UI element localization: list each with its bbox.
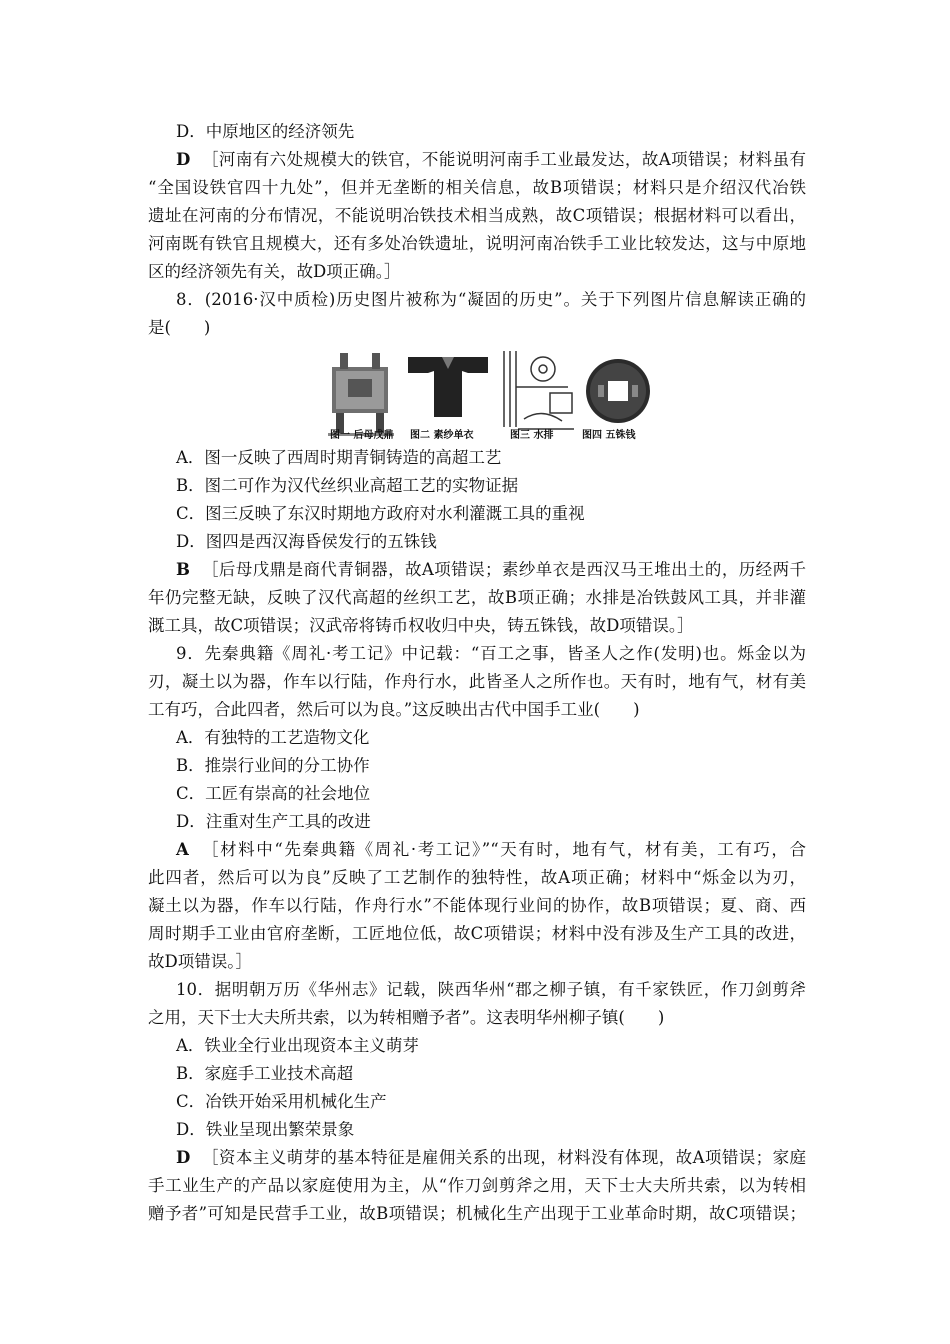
- q7-explanation-line: 区的经济领先有关，故D项正确。］: [148, 262, 401, 281]
- q9-explanation-line: ［材料中“先秦典籍《周礼·考工记》”“天有时，地有气，材有美，工有巧，合: [202, 840, 806, 859]
- q7-explanation-line: 遗址在河南的分布情况，不能说明冶铁技术相当成熟，故C项错误；根据材料可以看出，: [148, 206, 806, 225]
- q10-answer-letter: D: [176, 1148, 191, 1167]
- q10-option-b: B．家庭手工业技术高超: [176, 1064, 354, 1083]
- q8-stem: 是( ): [148, 318, 211, 337]
- q10-stem: 10．据明朝万历《华州志》记载，陕西华州“郡之柳子镇，有千家铁匠，作刀剑剪斧: [176, 980, 806, 999]
- q9-option-d: D．注重对生产工具的改进: [176, 812, 371, 831]
- q10-option-d: D．铁业呈现出繁荣景象: [176, 1120, 355, 1139]
- q9-option-a: A．有独特的工艺造物文化: [176, 728, 370, 747]
- q9-explanation-line: 凝土以为器，作车以行陆，作舟行水”不能体现行业间的协作，故B项错误；夏、商、西: [148, 896, 806, 915]
- q7-explanation-line: 河南既有铁官且规模大，还有多处冶铁遗址，说明河南冶铁手工业比较发达，这与中原地: [148, 234, 806, 253]
- q8-option-b: B．图二可作为汉代丝织业高超工艺的实物证据: [176, 476, 519, 495]
- water-bellows-icon: [504, 351, 574, 429]
- q8-stem: 8．(2016·汉中质检)历史图片被称为“凝固的历史”。关于下列图片信息解读正确的: [176, 290, 806, 309]
- figure-caption: 图一 后母戊鼎: [330, 430, 394, 441]
- q9-option-c: C．工匠有崇高的社会地位: [176, 784, 371, 803]
- q9-stem: 工有巧，合此四者，然后可以为良。”这反映出古代中国手工业( ): [148, 700, 640, 719]
- figure-caption: 图四 五铢钱: [582, 430, 636, 441]
- q7-answer-letter: D: [176, 150, 191, 169]
- q9-explanation-line: 此四者，然后可以为良”反映了工艺制作的独特性，故A项正确；材料中“烁金以为刃，: [148, 868, 806, 887]
- q10-explanation-line: 手工业生产的产品以家庭使用为主，从“作刀剑剪斧之用，天下士大夫所共索，以为转相: [148, 1176, 806, 1195]
- q8-explanation-line: 溉工具，故C项错误；汉武帝将铸币权收归中央，铸五铢钱，故D项错误。］: [148, 616, 694, 635]
- q9-stem: 9．先秦典籍《周礼·考工记》中记载：“百工之事，皆圣人之作(发明)也。烁金以为: [176, 644, 806, 663]
- q9-answer-letter: A: [176, 840, 189, 859]
- q8-explanation-line: ［后母戊鼎是商代青铜器，故A项错误；素纱单衣是西汉马王堆出土的，历经两千: [202, 560, 806, 579]
- q10-option-c: C．冶铁开始采用机械化生产: [176, 1092, 387, 1111]
- q8-answer-letter: B: [176, 560, 190, 579]
- q10-option-a: A．铁业全行业出现资本主义萌芽: [176, 1036, 419, 1055]
- wuzhu-coin-icon: [586, 359, 650, 423]
- q8-option-c: C．图三反映了东汉时期地方政府对水利灌溉工具的重视: [176, 504, 585, 523]
- q8-explanation-line: 年仍完整无缺，反映了汉代高超的丝织工艺，故B项正确；水排是冶铁鼓风工具，并非灌: [148, 588, 806, 607]
- q9-explanation-line: 故D项错误。］: [148, 952, 252, 971]
- q9-stem: 刃，凝土以为器，作车以行陆，作舟行水，此皆圣人之所作也。天有时，地有气，材有美: [148, 672, 806, 691]
- q8-option-a: A．图一反映了西周时期青铜铸造的高超工艺: [176, 448, 502, 467]
- q9-option-b: B．推崇行业间的分工协作: [176, 756, 370, 775]
- ding-vessel-icon: [328, 353, 394, 436]
- figure-caption: 图三 水排: [510, 430, 554, 441]
- q8-option-d: D．图四是西汉海昏侯发行的五铢钱: [176, 532, 437, 551]
- q7-explanation-line: “全国设铁官四十九处”，但并无垄断的相关信息，故B项错误；材料只是介绍汉代冶铁: [148, 178, 806, 197]
- q10-stem: 之用，天下士大夫所共索，以为转相赠予者”。这表明华州柳子镇( ): [148, 1008, 665, 1027]
- q10-explanation-line: 赠予者”可知是民营手工业，故B项错误；机械化生产出现于工业革命时期，故C项错误；: [148, 1204, 806, 1223]
- q7-explanation-line: ［河南有六处规模大的铁官，不能说明河南手工业最发达，故A项错误；材料虽有: [202, 150, 806, 169]
- silk-robe-icon: [408, 357, 488, 417]
- figure-caption: 图二 素纱单衣: [410, 430, 474, 441]
- q7-option-d: D．中原地区的经济领先: [176, 122, 355, 141]
- q10-explanation-line: ［资本主义萌芽的基本特征是雇佣关系的出现，材料没有体现，故A项错误；家庭: [202, 1148, 806, 1167]
- q9-explanation-line: 周时期手工业由官府垄断，工匠地位低，故C项错误；材料中没有涉及生产工具的改进，: [148, 924, 806, 943]
